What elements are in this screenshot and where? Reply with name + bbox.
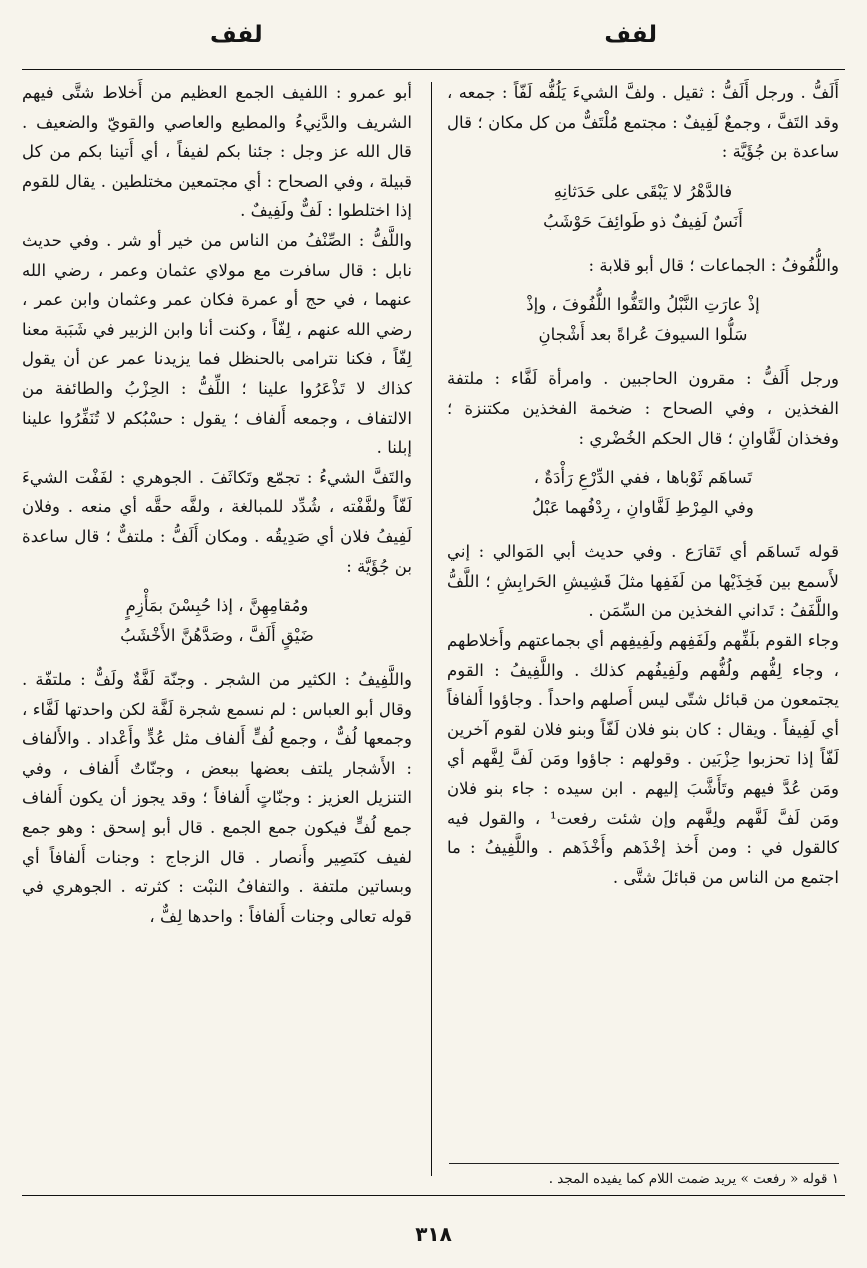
verse-line: ضَيْقٍ أَلَفَّ ، وصَدَّهُنَّ الأَخْشَبُ [120,626,314,646]
right-column [447,78,839,892]
column-divider [431,82,432,1176]
verse-line: فالدَّهْرُ لا يَبْقَى على حَدَثانِهِ [553,181,733,201]
page-number: ٣١٨ [415,1222,452,1246]
paragraph: قوله تَساهَم أي تَقارَع . وفي حديث أبي المَوالي : إني لأَسمع بين فَخِذَيْها من لَفَفِها مثلَ قَشِيشِ الحَرابِشِ ؛ اللَّفُّ واللَّفَفُ : تَداني الفخذين من السِّمَن . [447,542,839,621]
paragraph: واللُّفُوفُ : الجماعات ؛ قال أبو قلابة : [588,255,839,275]
verse-line: وفي المِرْطِ لَفَّاوانِ ، رِدْفُهما عَبْلُ [532,498,754,518]
verse [22,591,412,651]
paragraph: واللَّفُّ : الصِّنْفُ من الناس من خير أو شر . وفي حديث نابل : قال سافرت مع مولاي عثمان وعمر ، رضي الله عنهما ، في حج أو عمرة فكان عمر وعثمان وابن عمر ، رضي الله عنهم ، لِفّاً ، وكنت أنا وابن الزبير في شَبَبة معنا لِفّاً ، فكنا نترامى بالحنظل فما يزيدنا عمر عن أن يقول كذاك لا تَذْعَرُوا علينا ؛ اللِّفُّ : الحِزْبُ والطائفة من الالتفاف ، وجمعه أَلفاف ؛ يقول : حسْبُكم لا تُنَفِّرُوا علينا إبلنا . [22,230,413,458]
paragraph: ورجل أَلَفُّ : مقرون الحاجبين . وامرأة لَفَّاء : ملتفة الفخذين ، وفي الصحاح : ضخمة الفخذين مكتنزة ؛ وفخذان لَفَّاوانِ ؛ قال الحكم الخُضْري : [447,369,839,448]
paragraph: والتَفَّ الشيءُ : تجمّع وتَكاثَفَ . الجوهري : لفَفْت الشيءَ لَفّاً ولفَّفْته ، شُدِّد للمبالغة ، ولفَّه حقَّه أي منعه . وفلان لَفِيفُ فلان أي صَدِيقُه . ومكان أَلَفُّ : ملتفٌّ ؛ قال ساعدة بن جُؤَيَّة : [22,467,412,576]
verse-line: إذْ عارَتِ النَّبْلُ والتَفُّوا اللُّفُوفَ ، وإذْ [526,295,760,315]
paragraph: أبو عمرو : اللفيف الجمع العظيم من أَخلاط شتَّى فيهم الشريف والدَّنِيءُ والمطيع والعاصي والقويّ والضعيف . قال الله عز وجل : جئنا بكم لفيفاً ، أي أَتينا بكم من كل قبيلة ، وفي الصحاح : أي مجتمعين مختلطين . يقال للقوم إذا اختلطوا : لَفٌّ ولَفِيفٌ . [22,83,412,221]
footer-rule [22,1195,845,1196]
running-header-left: لفف [210,22,263,48]
running-header-right: لفف [604,22,657,48]
header-rule [22,69,845,70]
footnote-rule [449,1163,839,1164]
paragraph: وجاء القوم بلَفِّهم ولَفَفِهم ولَفِيفِهم أي بجماعتهم وأَخلاطهم ، وجاء لِفُّهم ولُفُّهم ولَفِيفُهم كذلك . واللَّفِيفُ : القوم يجتمعون من قبائل شتّى ليس أَصلهم واحداً . وجاؤوا أَلفافاً أي لَفِيفاً . ويقال : كان بنو فلان لَفّاً وبنو فلان لقوم آخرين لَفّاً إذا تحزبوا حِزْبَين . وقولهم : جاؤوا ومَن لَفَّ لِفَّهم أي ومَن عُدَّ فيهم وتَأَشَّبَ إليهم . ابن سيده : جاء بنو فلان ومَن لَفَّ لَفَّهم ولِفَّهم وإن شئت رفعت¹ ، والقول فيه كالقول في : ومن أَخذ إخْذَهم وأَخْذَهم . واللَّفِيفُ : ما اجتمع من الناس من قبائلَ شتَّى . [447,630,839,887]
left-column [22,78,412,931]
verse [447,177,839,237]
verse-line: سَلُّوا السيوفَ عُراةً بعد أَشْجانِ [538,325,748,345]
verse-line: تَساهَم ثَوْباها ، ففي الدِّرْعِ رَأْدَةٌ ، [533,468,753,488]
verse [447,290,839,350]
paragraph: واللَّفِيفُ : الكثير من الشجر . وجنّة لَفَّةٌ ولَفٌّ : ملتفّة . وقال أبو العباس : لم نسمع شجرة لَفَّة لكن واحدتها لَفَّاء ، وجمعها لُفٌّ ، وجمع لُفٍّ أَلفاف مثل عُدٍّ وأَعْداد . والأَلفاف : الأَشجار يلتف بعضها ببعض ، وجنّاتٌ أَلفاف ، وفي التنزيل العزيز : وجنّاتٍ أَلفافاً ؛ وقد يجوز أن يكون أَلفاف جمع لُفٍّ فيكون جمع الجمع . قال أبو إسحق : وهو جمع لفيف كنَصِير وأَنصار . قال الزجاج : وجنات أَلفافاً أي وبساتين ملتفة . والتفافُ النبْت : كثرته . الجوهري في قوله تعالى وجنات أَلفافاً : واحدها لِفٌّ ، [22,670,412,926]
verse-line: ومُقامِهِنَّ ، إذا حُبِسْنَ بمَأْزِمٍ [125,596,309,616]
footnote: ١ قوله « رفعت » يريد ضمت اللام كما يفيده المجد . [548,1171,839,1187]
paragraph: أَلَفُّ . ورجل أَلَفُّ : ثقيل . ولفَّ الشيءَ يَلُفُّه لَفّاً : جمعه ، وقد التَفَّ ، وجمعٌ لَفِيفٌ : مجتمع مُلْتَفٌّ من كل مكان ؛ قال ساعدة بن جُؤَيَّة : [447,83,839,162]
verse [447,463,839,523]
verse-line: أَنَسٌ لَفِيفٌ ذو طَوائِفَ حَوْشَبُ [543,211,743,231]
